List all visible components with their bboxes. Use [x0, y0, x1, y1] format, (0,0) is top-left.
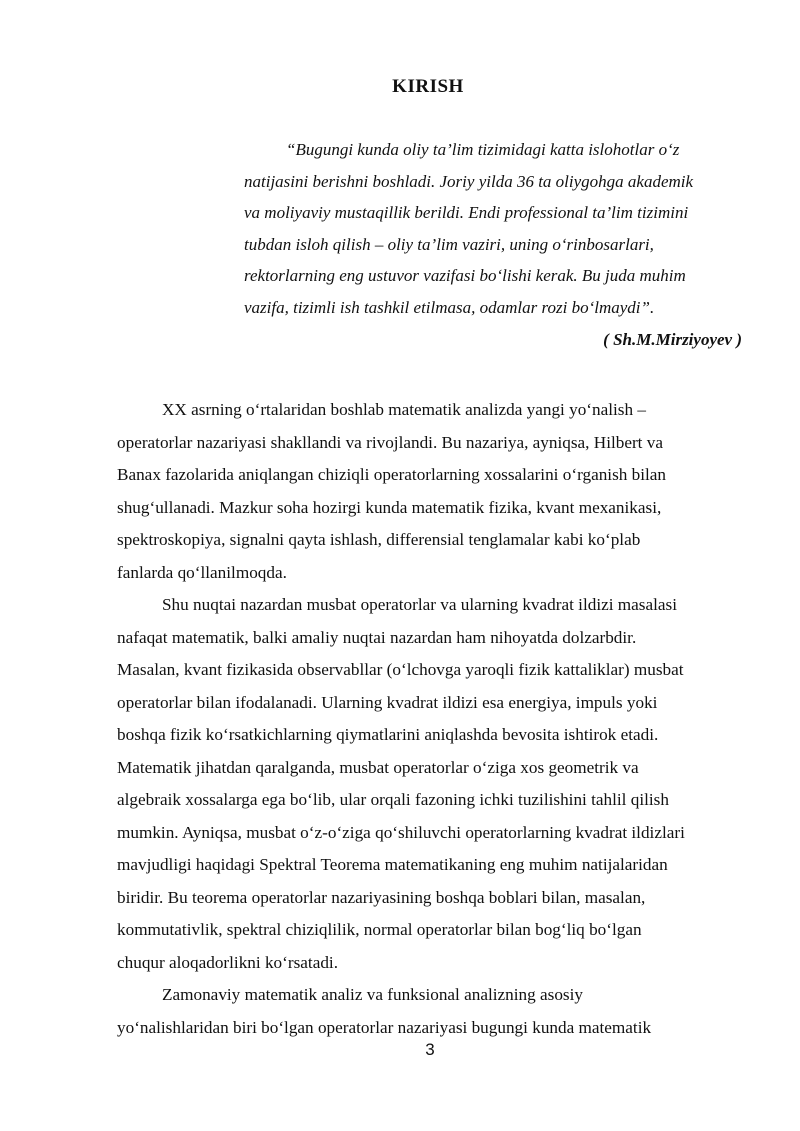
paragraph-line: mumkin. Ayniqsa, musbat o‘z-o‘ziga qo‘shiluvchi operatorlarning kvadrat ildizlari	[117, 822, 685, 842]
paragraph-line: mavjudligi haqidagi Spektral Teorema matematikaning eng muhim natijalaridan	[117, 855, 668, 874]
paragraph-line: kommutativlik, spektral chiziqlilik, normal operatorlar bilan bog‘liq bo‘lgan	[117, 920, 642, 939]
paragraph-line: Matematik jihatdan qaralganda, musbat operatorlar o‘ziga xos geometrik va	[117, 757, 639, 777]
epigraph-line: va moliyaviy mustaqillik berildi. Endi professional ta’lim tizimini	[244, 203, 689, 222]
paragraph-line: Banax fazolarida aniqlangan chiziqli operatorlarning xossalarini o‘rganish bilan	[117, 465, 667, 484]
paragraph-line: Zamonaviy matematik analiz va funksional analizning asosiy	[162, 985, 583, 1004]
paragraph-line: Masalan, kvant fizikasida observabllar (o‘lchovga yaroqli fizik kattaliklar) musbat	[117, 660, 684, 679]
epigraph-line: vazifa, tizimli ish tashkil etilmasa, odamlar rozi bo‘lmaydi”.	[244, 297, 655, 317]
paragraph-line: boshqa fizik ko‘rsatkichlarning qiymatlarini aniqlashda bevosita ishtirok etadi.	[117, 725, 659, 744]
epigraph-line: rektorlarning eng ustuvor vazifasi bo‘lishi kerak. Bu juda muhim	[244, 266, 686, 285]
epigraph-attribution: ( Sh.M.Mirziyoyev )	[603, 330, 742, 349]
paragraph-line: operatorlar bilan ifodalanadi. Ularning kvadrat ildizi esa energiya, impuls yoki	[117, 692, 658, 712]
epigraph-quote	[244, 134, 764, 323]
paragraph-line: operatorlar nazariyasi shakllandi va rivojlandi. Bu nazariya, ayniqsa, Hilbert va	[117, 432, 663, 452]
paragraph-line: shug‘ullanadi. Mazkur soha hozirgi kunda matematik fizika, kvant mexanikasi,	[117, 497, 662, 517]
page-title: KIRISH	[392, 76, 464, 97]
paragraph-line: chuqur aloqadorlikni ko‘rsatadi.	[117, 952, 338, 972]
paragraph-line: nafaqat matematik, balki amaliy nuqtai nazardan ham nihoyatda dolzarbdir.	[117, 627, 637, 647]
epigraph-line: “Bugungi kunda oliy ta’lim tizimidagi katta islohotlar o‘z	[286, 140, 680, 159]
body-text	[117, 394, 717, 1044]
page-number: 3	[425, 1040, 435, 1059]
epigraph-line: natijasini berishni boshladi. Joriy yilda 36 ta oliygohga akademik	[244, 171, 694, 191]
paragraph-line: Shu nuqtai nazardan musbat operatorlar va ularning kvadrat ildizi masalasi	[162, 595, 677, 614]
paragraph-line: fanlarda qo‘llanilmoqda.	[117, 562, 287, 582]
paragraph-line: yo‘nalishlaridan biri bo‘lgan operatorlar nazariyasi bugungi kunda matematik	[117, 1017, 652, 1037]
paragraph-line: XX asrning o‘rtalaridan boshlab matematik analizda yangi yo‘nalish –	[162, 400, 646, 419]
paragraph-line: spektroskopiya, signalni qayta ishlash, differensial tenglamalar kabi ko‘plab	[117, 530, 641, 549]
epigraph-line: tubdan isloh qilish – oliy ta’lim vaziri, uning o‘rinbosarlari,	[244, 234, 654, 254]
paragraph-line: biridir. Bu teorema operatorlar nazariyasining boshqa boblari bilan, masalan,	[117, 887, 646, 907]
paragraph-line: algebraik xossalarga ega bo‘lib, ular orqali fazoning ichki tuzilishini tahlil qilish	[117, 790, 669, 809]
